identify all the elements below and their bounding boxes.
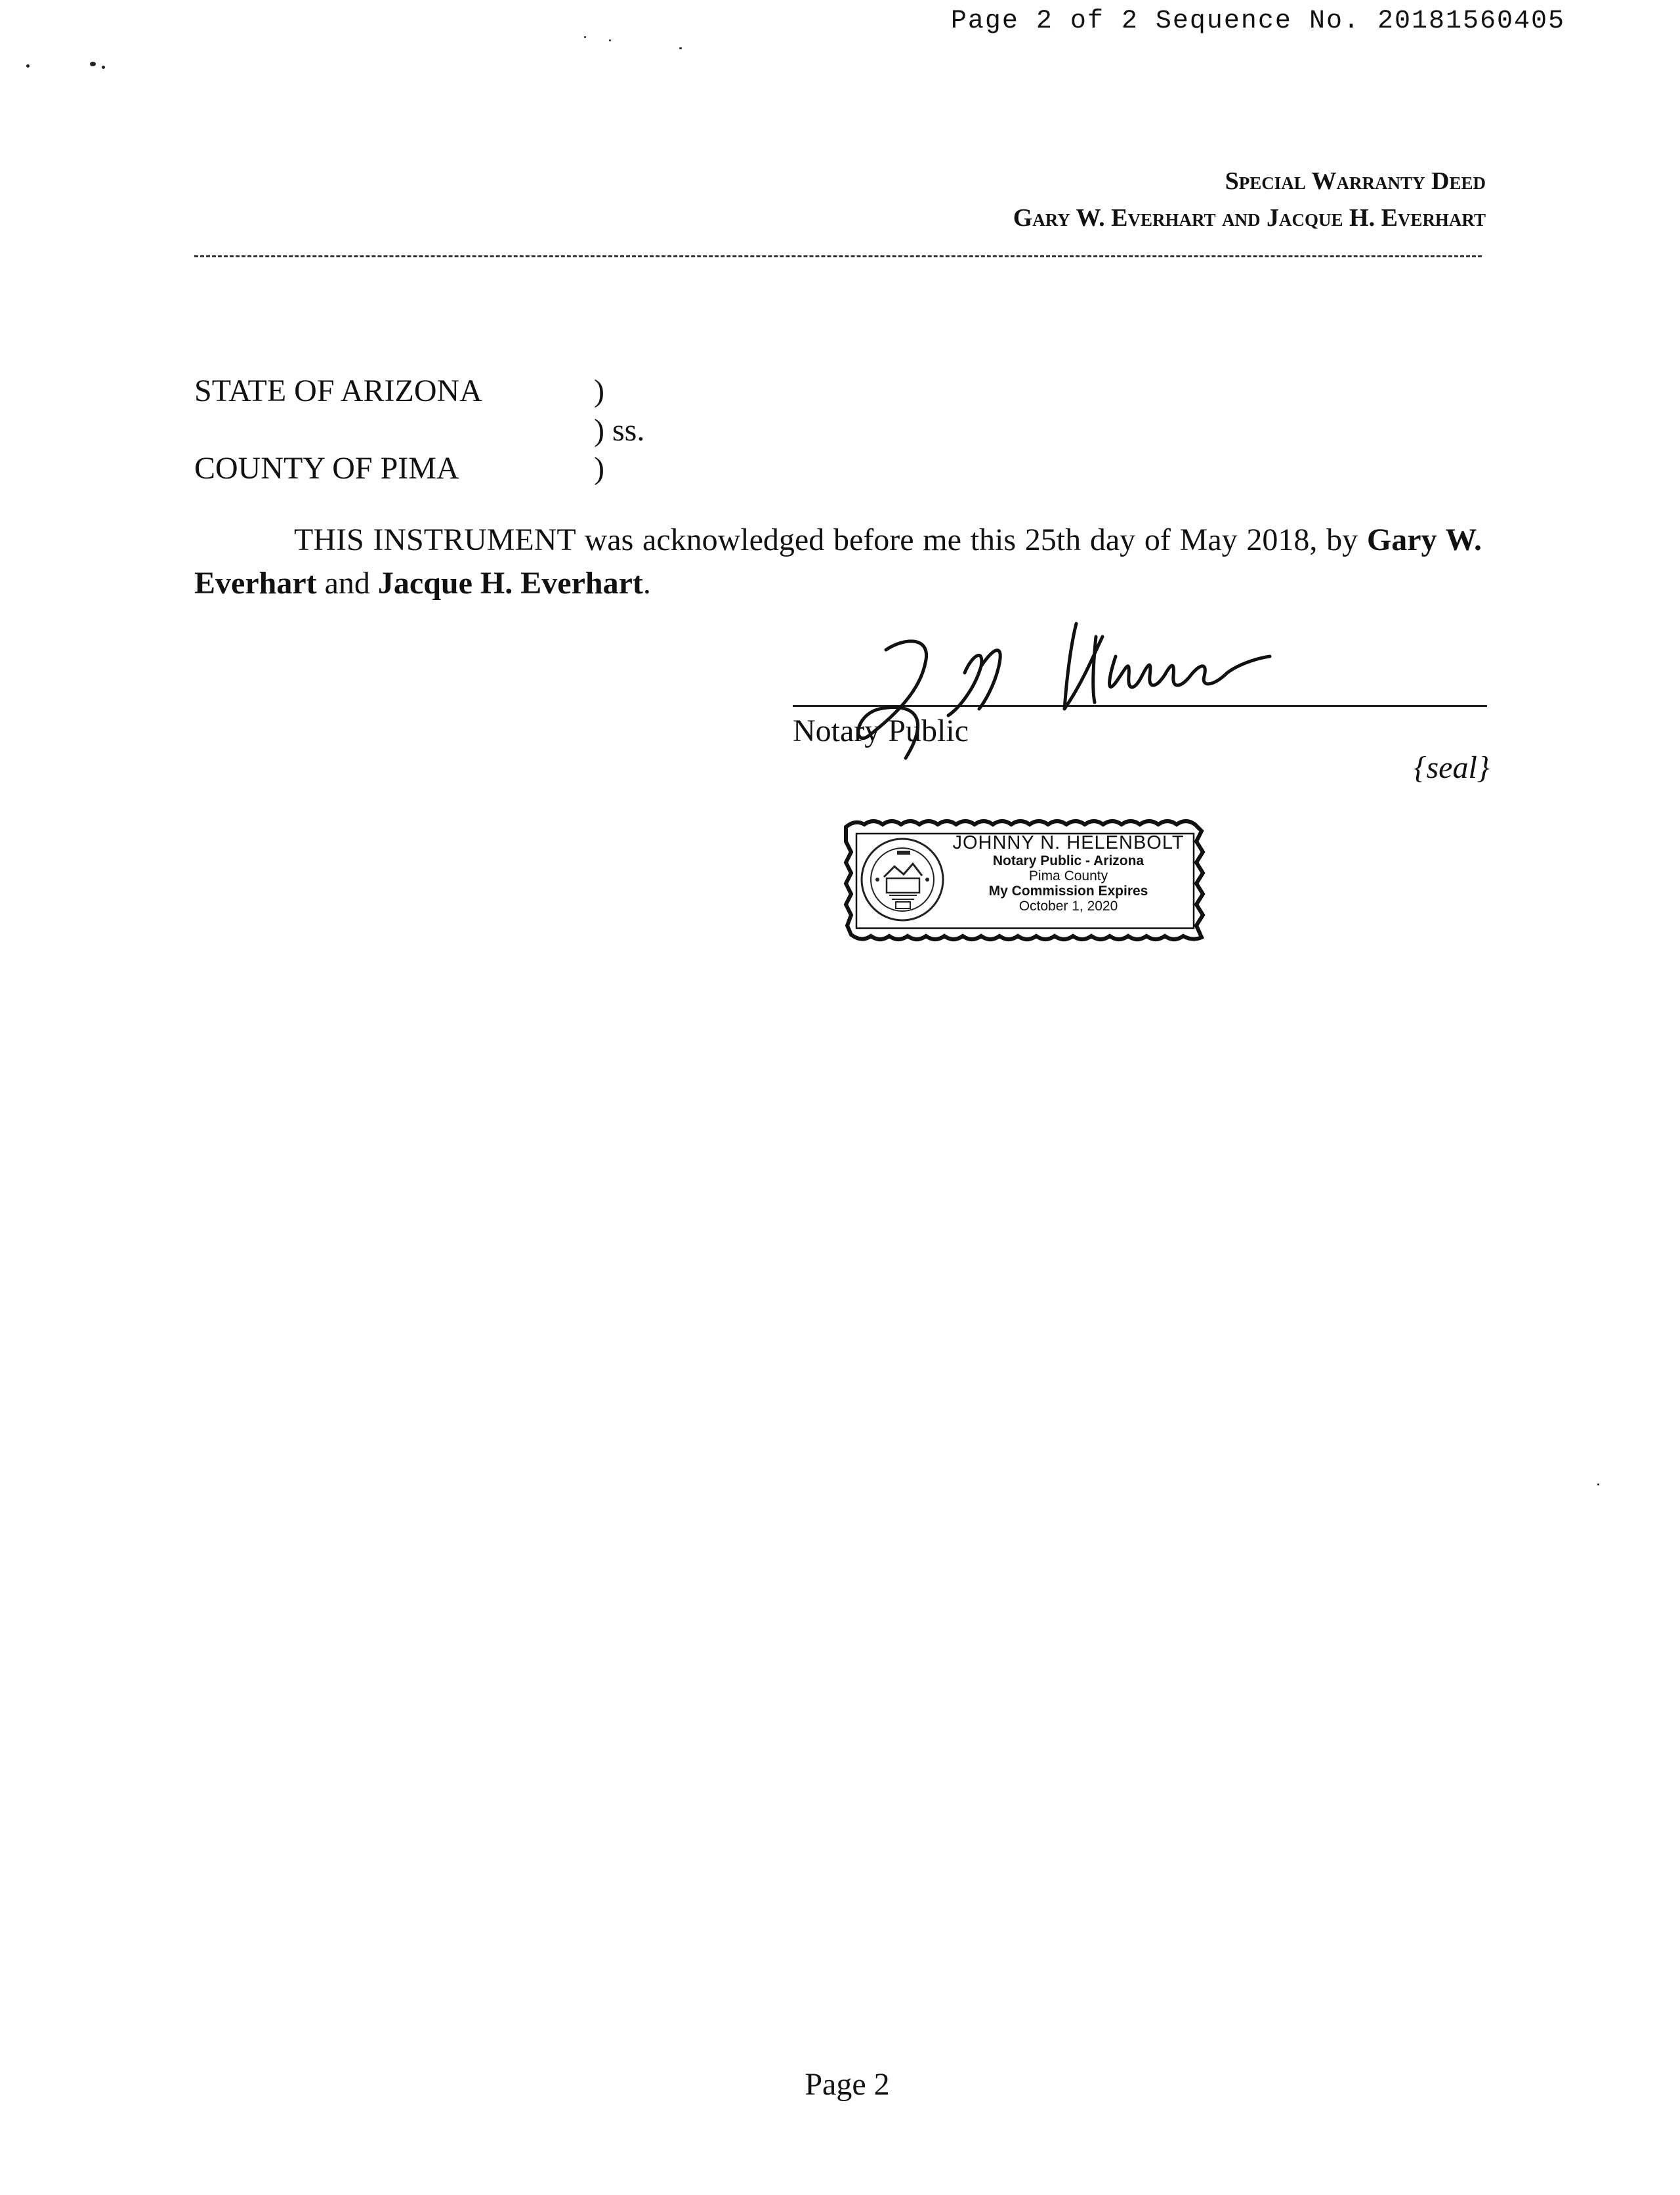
acknowledgment-conjunction: and [316, 566, 378, 601]
party-name: Gary W. Everhart [194, 522, 1482, 601]
venue-state: STATE OF ARIZONA [194, 373, 482, 408]
stamp-text [947, 834, 1190, 913]
notary-public-label: Notary Public [793, 714, 969, 748]
arizona-seal-icon [858, 835, 947, 924]
acknowledgment-paragraph [194, 519, 1482, 605]
document-title-block [1013, 163, 1486, 236]
notary-name: JOHNNY N. HELENBOLT [952, 832, 1185, 853]
document-title: Special Warranty Deed [1225, 167, 1486, 195]
venue-paren: ) [594, 373, 604, 408]
notary-signature [807, 610, 1424, 781]
page-number: Page 2 [805, 2067, 890, 2102]
commission-expires-label: My Commission Expires [988, 884, 1148, 899]
recording-header: Page 2 of 2 Sequence No. 20181560405 [950, 7, 1565, 36]
notary-county: Pima County [1028, 868, 1108, 884]
venue-county: COUNTY OF PIMA [194, 451, 459, 486]
acknowledgment-ending: . [642, 566, 651, 601]
party-name: Jacque H. Everhart [377, 566, 643, 601]
venue-ss: ) ss. [594, 413, 645, 448]
notary-stamp [842, 815, 1207, 944]
header-divider [194, 255, 1482, 257]
notary-title: Notary Public - Arizona [992, 853, 1144, 868]
commission-expires-date: October 1, 2020 [1018, 899, 1118, 914]
document-parties: Gary W. Everhart and Jacque H. Everhart [1013, 204, 1486, 232]
seal-label: {seal} [1414, 750, 1490, 785]
acknowledgment-text: THIS INSTRUMENT was acknowledged before me this 25th day of May 2018, by [294, 522, 1367, 557]
venue-paren: ) [594, 451, 604, 486]
